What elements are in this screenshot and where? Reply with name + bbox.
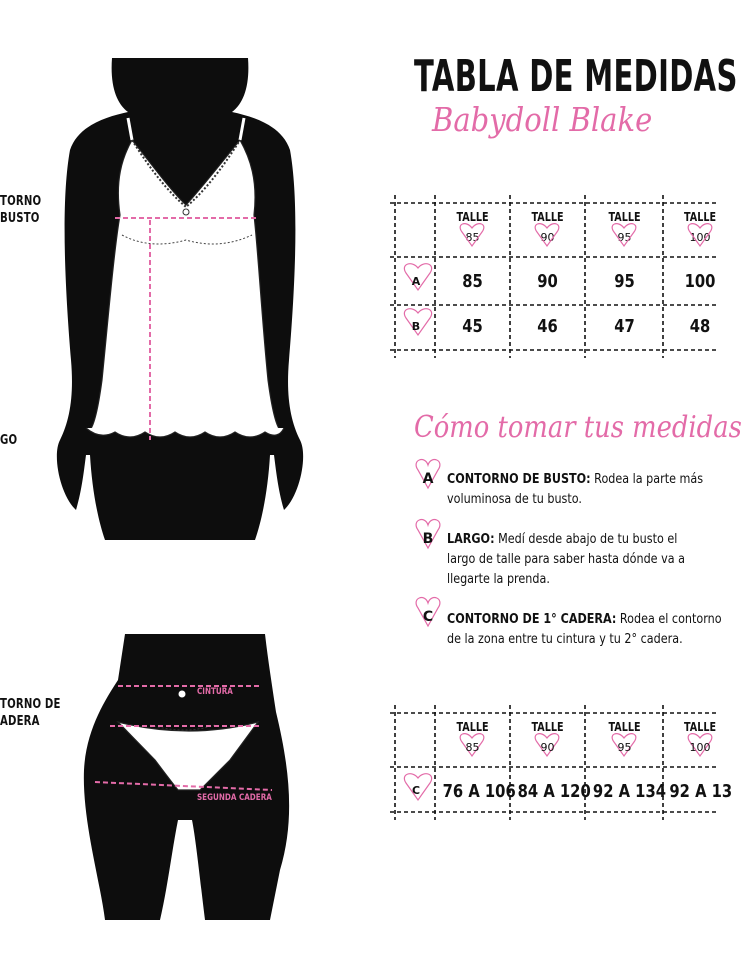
instruction-length: LARGO: Medí desde abajo de tu busto el largo de talle para saber hasta dónde va a llegarte la prenda. [447, 532, 685, 587]
row-key-b: B [411, 320, 421, 333]
cell-c-90: 84 A 120 [517, 781, 591, 802]
instruction-key-b: B [422, 531, 434, 547]
cell-c-95: 92 A 134 [592, 781, 666, 802]
instruction-key-c: C [422, 609, 434, 625]
row-key-a: A [411, 275, 421, 288]
cell-c-85: 76 A 106 [442, 781, 516, 802]
instruction-hip: CONTORNO DE 1° CADERA: Rodea el contorno de la zona entre tu cintura y tu 2° cadera. [447, 612, 722, 647]
cell-a-90: 90 [537, 271, 558, 292]
instruction-bust: CONTORNO DE BUSTO: Rodea la parte más voluminosa de tu busto. [447, 472, 704, 507]
cell-b-85: 45 [462, 316, 483, 337]
cell-b-95: 47 [614, 316, 635, 337]
cell-c-100: 92 A 13 [669, 781, 733, 802]
how-to-heading: Cómo tomar tus medidas [414, 410, 742, 445]
instruction-key-a: A [422, 471, 434, 487]
cell-a-95: 95 [614, 271, 635, 292]
bust-side-label: TORNO BUSTO [0, 194, 42, 226]
cell-a-85: 85 [462, 271, 483, 292]
cell-a-100: 100 [684, 271, 716, 292]
row-key-c: C [411, 784, 421, 797]
page-title: TABLA DE MEDIDAS [414, 51, 738, 102]
waist-label: CINTURA [197, 687, 233, 697]
product-subtitle: Babydoll Blake [432, 100, 653, 139]
hip-side-label: TORNO DE ADERA [0, 697, 61, 729]
length-side-label: GO [0, 433, 18, 448]
cell-b-90: 46 [537, 316, 558, 337]
cell-b-100: 48 [689, 316, 711, 337]
second-hip-label: SEGUNDA CADERA [197, 793, 272, 803]
